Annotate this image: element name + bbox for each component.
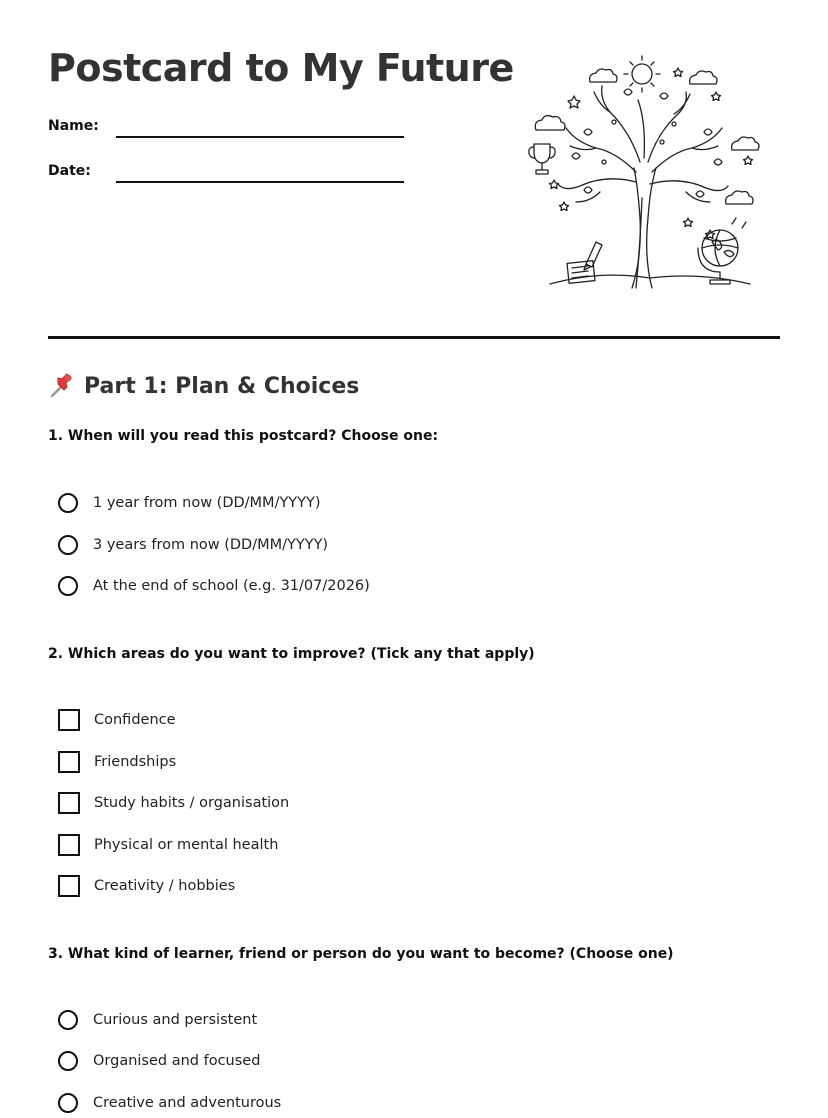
option-label: Creative and adventurous — [93, 1095, 282, 1111]
option-label: Study habits / organisation — [94, 795, 290, 811]
cloud-icon — [690, 71, 717, 84]
date-label: Date: — [48, 163, 91, 179]
option-label: 1 year from now (DD/MM/YYYY) — [93, 495, 321, 511]
cloud-icon — [726, 191, 753, 204]
q3-option-2[interactable] — [58, 1048, 260, 1074]
date-field[interactable] — [48, 163, 408, 187]
option-label: Physical or mental health — [94, 837, 279, 853]
option-label: Confidence — [94, 712, 176, 728]
option-label: Creativity / hobbies — [94, 878, 236, 894]
q1-option-1[interactable] — [58, 490, 321, 516]
radio-button[interactable] — [58, 1093, 78, 1113]
trophy-icon — [529, 144, 555, 174]
date-line[interactable] — [116, 181, 404, 183]
cloud-icon — [732, 137, 759, 150]
radio-button[interactable] — [58, 1010, 78, 1030]
q3-option-3[interactable] — [58, 1090, 281, 1116]
q2-option-1[interactable] — [58, 707, 176, 733]
pushpin-icon — [48, 372, 76, 400]
tree-branches — [558, 86, 728, 202]
radio-button[interactable] — [58, 576, 78, 596]
q1-option-2[interactable] — [58, 532, 328, 558]
q3-option-1[interactable] — [58, 1007, 257, 1033]
q2-option-3[interactable] — [58, 790, 289, 816]
checkbox[interactable] — [58, 709, 80, 731]
page-title: Postcard to My Future — [48, 46, 514, 90]
question-2: 2. Which areas do you want to improve? (Tick any that apply) — [48, 646, 535, 662]
radio-button[interactable] — [58, 535, 78, 555]
sun-icon — [624, 56, 660, 92]
question-1: 1. When will you read this postcard? Choose one: — [48, 428, 439, 444]
globe-icon — [698, 218, 746, 284]
section-divider — [48, 336, 780, 339]
checkbox[interactable] — [58, 792, 80, 814]
q2-option-5[interactable] — [58, 873, 235, 899]
section-heading-text: Part 1: Plan & Choices — [84, 373, 360, 399]
question-3: 3. What kind of learner, friend or person do you want to become? (Choose one) — [48, 946, 674, 962]
name-line[interactable] — [116, 136, 404, 138]
section-heading-part1 — [48, 372, 359, 400]
checkbox[interactable] — [58, 834, 80, 856]
option-label: At the end of school (e.g. 31/07/2026) — [93, 578, 370, 594]
q2-option-2[interactable] — [58, 749, 176, 775]
radio-button[interactable] — [58, 493, 78, 513]
name-label: Name: — [48, 118, 99, 134]
tree-illustration — [524, 52, 760, 300]
cloud-icon — [535, 116, 565, 130]
option-label: Organised and focused — [93, 1053, 261, 1069]
option-label: Curious and persistent — [93, 1012, 258, 1028]
checkbox[interactable] — [58, 751, 80, 773]
option-label: Friendships — [94, 754, 177, 770]
cloud-icon — [590, 69, 617, 82]
checkbox[interactable] — [58, 875, 80, 897]
q1-option-3[interactable] — [58, 573, 370, 599]
radio-button[interactable] — [58, 1051, 78, 1071]
option-label: 3 years from now (DD/MM/YYYY) — [93, 537, 329, 553]
name-field[interactable] — [48, 118, 408, 142]
q2-option-4[interactable] — [58, 832, 278, 858]
